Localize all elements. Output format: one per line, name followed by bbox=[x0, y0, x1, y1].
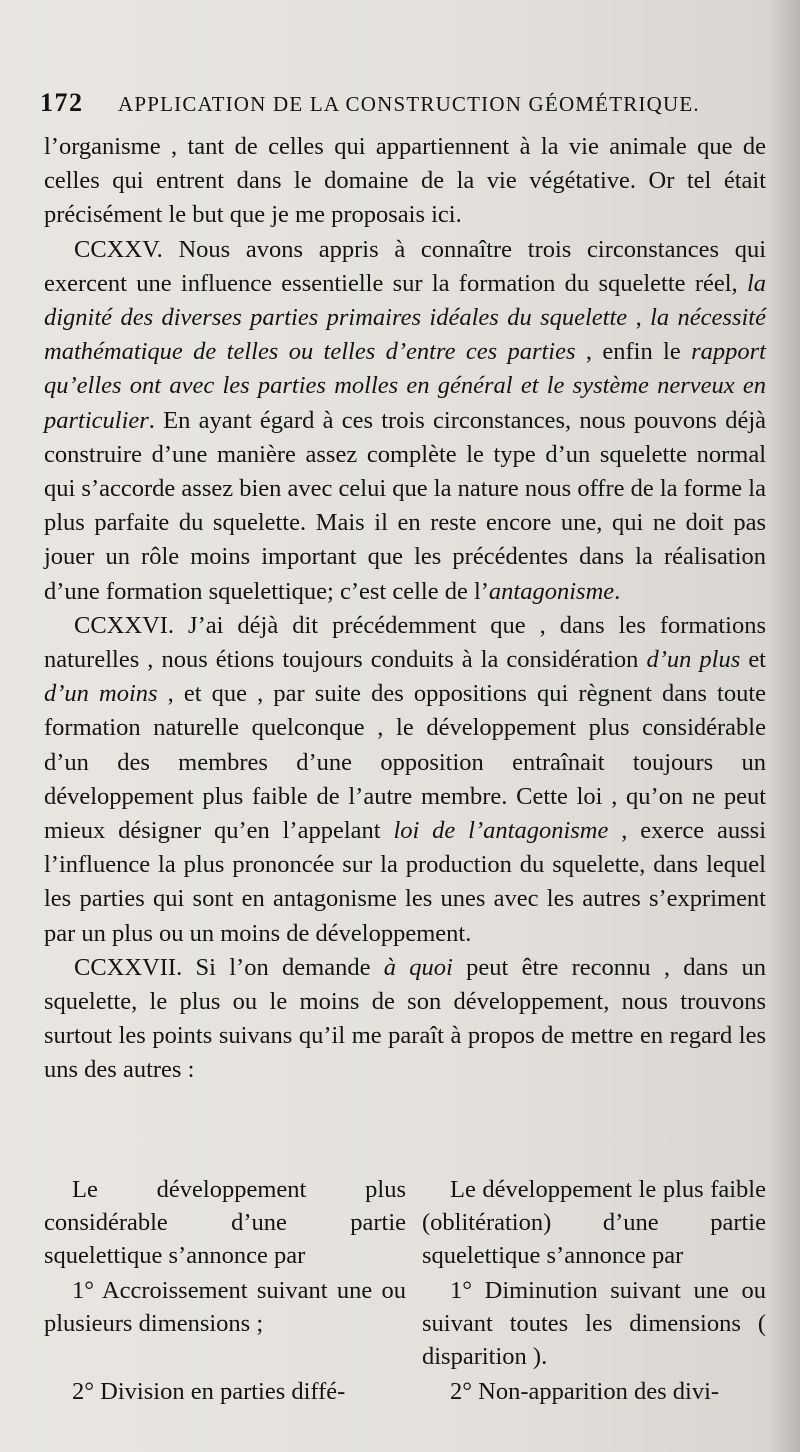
right-item-1: 1° Diminution suivant une ou suivant toutes les dimensions ( disparition ). bbox=[422, 1277, 766, 1370]
paragraph-ccxxvi: CCXXVI. J’ai déjà dit précédemment que , dans les formations naturelles , nous étions toujours conduits à la considération d’un plus et d’un moins , et que , par suite des oppositions qui règnent dans toute formation naturelle quelconque , le développement plus considérable d’un des membres d’une opposition entraînait toujours un développement plus faible de l’autre membre. Cette loi , qu’on ne peut mieux désigner qu’en l’appelant loi de l’antagonisme , exerce aussi l’influence la plus prononcée sur la production du squelette, dans lequel les parties qui sont en antagonisme les unes avec les autres s’expriment par un plus ou un moins de développement. bbox=[44, 611, 766, 947]
paragraph-ccxxv: CCXXV. Nous avons appris à connaître trois circonstances qui exercent une influence essentielle sur la formation du squelette réel, la dignité des diverses parties primaires idéales du squelette , la nécessité mathématique de telles ou telles d’entre ces parties , enfin le rapport qu’elles ont avec les parties molles en général et le système nerveux en particulier. En ayant égard à ces trois circonstances, nous pouvons déjà construire d’une manière assez complète le type d’un squelette normal qui s’accorde assez bien avec celui que la nature nous offre de la forme la plus parfaite du squelette. Mais il en reste encore une, qui ne doit pas jouer un rôle moins important que les précédentes dans la réalisation d’une formation squelettique; c’est celle de l’antagonisme. bbox=[44, 235, 766, 605]
left-column-intro: Le développement plus considérable d’une partie squelettique s’annonce par bbox=[44, 1176, 406, 1269]
section-number: CCXXVII. bbox=[74, 953, 183, 981]
left-column bbox=[44, 1173, 406, 1408]
section-number: CCXXVI. bbox=[74, 611, 175, 639]
page-number: 172 bbox=[40, 88, 84, 117]
right-item-2: 2° Non-apparition des divi- bbox=[450, 1378, 720, 1405]
paragraph-ccxxvii: CCXXVII. Si l’on demande à quoi peut être reconnu , dans un squelette, le plus ou le moins de son développement, nous trouvons surtout les points suivans qu’il me paraît à propos de mettre en regard les uns des autres : bbox=[44, 953, 766, 1084]
running-title: APPLICATION DE LA CONSTRUCTION GÉOMÉTRIQUE. bbox=[118, 92, 700, 116]
paragraph-continuation: l’organisme , tant de celles qui appartiennent à la vie animale que de celles qui entrent dans le domaine de la vie végétative. Or tel était précisément le but que je me proposais ici. bbox=[44, 133, 766, 229]
body-text bbox=[44, 130, 766, 1088]
right-column-intro: Le développement le plus faible (oblitération) d’une partie squelettique s’annonce par bbox=[422, 1176, 766, 1269]
right-column bbox=[422, 1173, 766, 1408]
left-item-1: 1° Accroissement suivant une ou plusieurs dimensions ; bbox=[44, 1277, 406, 1337]
section-number: CCXXV. bbox=[74, 235, 163, 263]
left-item-2: 2° Division en parties diffé- bbox=[72, 1378, 346, 1405]
running-header bbox=[40, 88, 770, 122]
